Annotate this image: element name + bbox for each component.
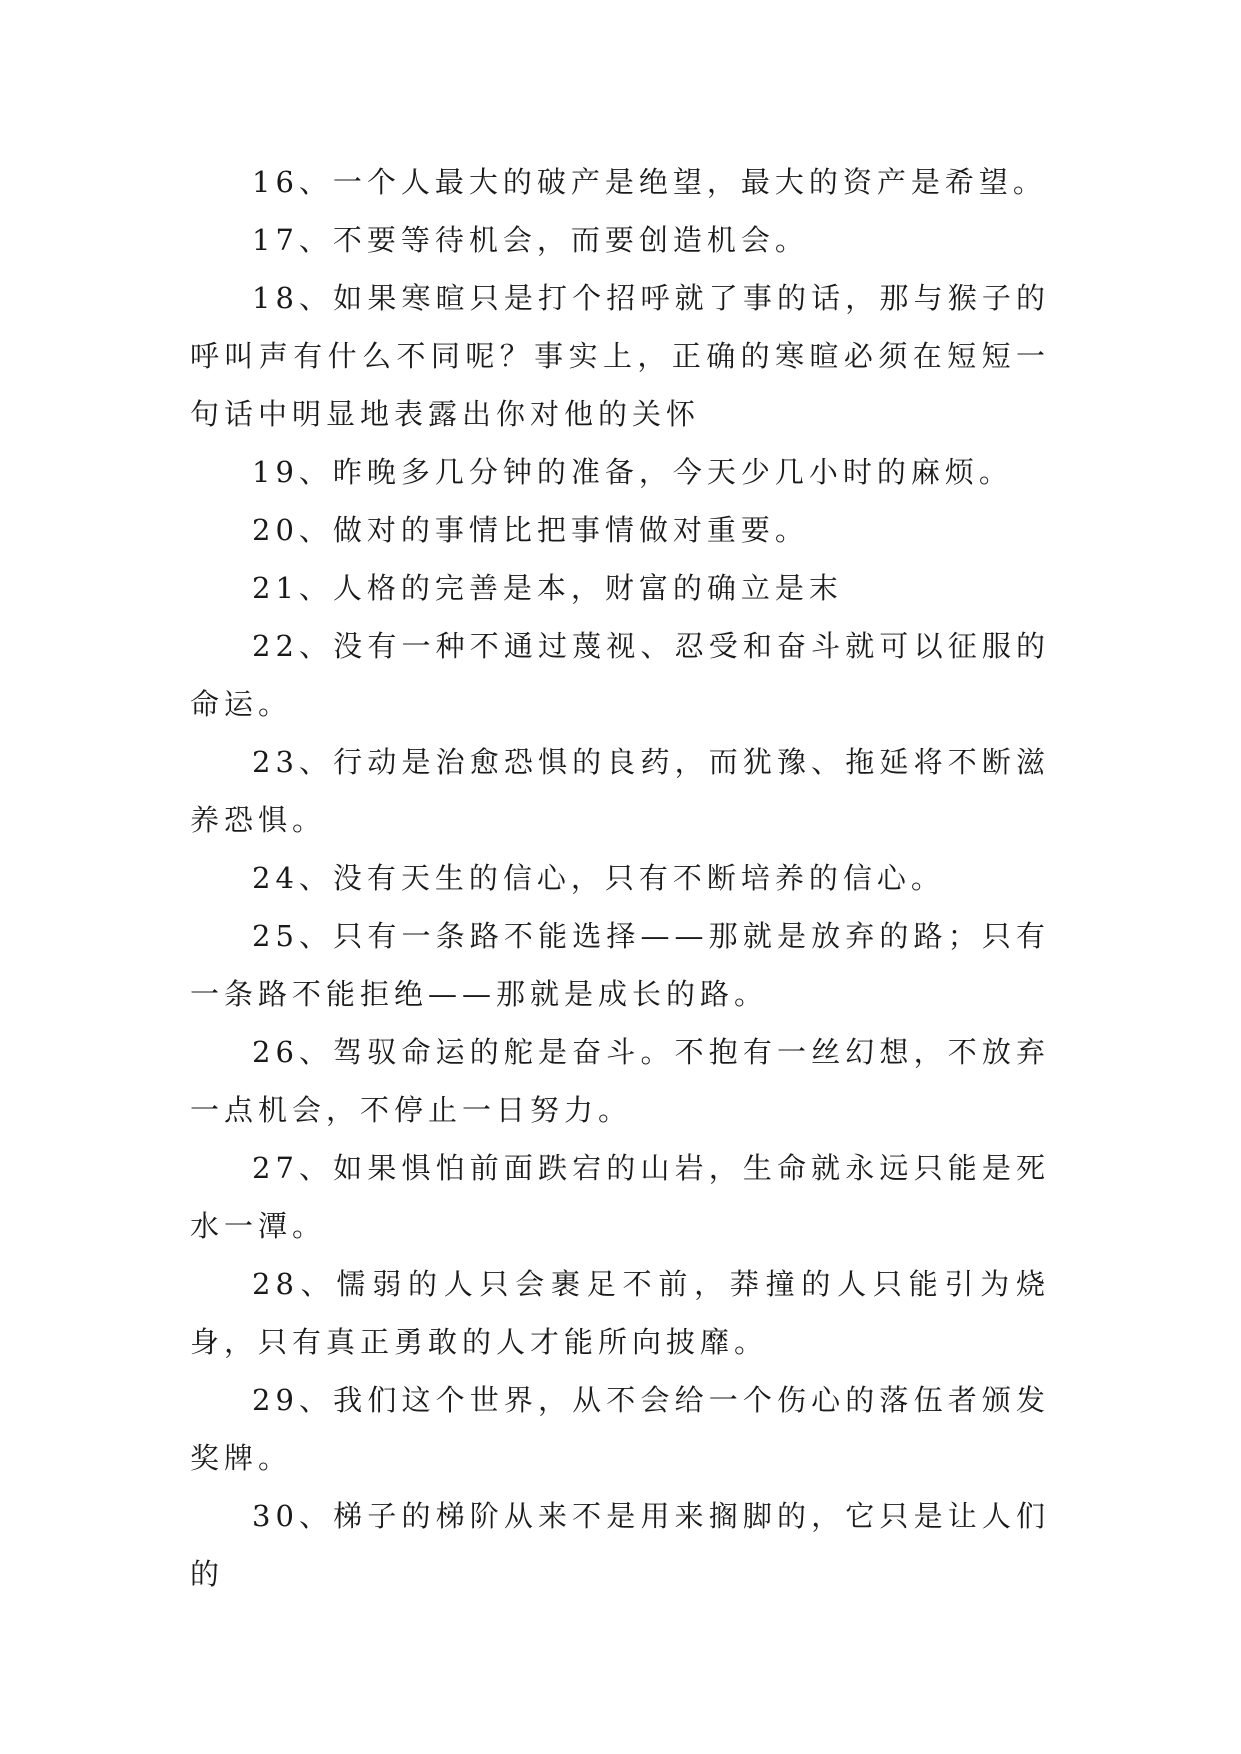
- quote-paragraph-18: 18、如果寒暄只是打个招呼就了事的话，那与猴子的呼叫声有什么不同呢？事实上，正确的寒暄必须在短短一句话中明显地表露出你对他的关怀: [190, 281, 1050, 431]
- quote-paragraph-21: 21、人格的完善是本，财富的确立是末: [252, 571, 843, 605]
- document-body: [190, 153, 1050, 1603]
- quote-paragraph-28: 28、懦弱的人只会裹足不前，莽撞的人只能引为烧身，只有真正勇敢的人才能所向披靡。: [190, 1267, 1050, 1359]
- quote-paragraph-30: 30、梯子的梯阶从来不是用来搁脚的，它只是让人们的: [190, 1499, 1050, 1591]
- quote-paragraph-27: 27、如果惧怕前面跌宕的山岩，生命就永远只能是死水一潭。: [190, 1151, 1050, 1243]
- quote-paragraph-23: 23、行动是治愈恐惧的良药，而犹豫、拖延将不断滋养恐惧。: [190, 745, 1050, 837]
- quote-paragraph-26: 26、驾驭命运的舵是奋斗。不抱有一丝幻想，不放弃一点机会，不停止一日努力。: [190, 1035, 1050, 1127]
- quote-paragraph-24: 24、没有天生的信心，只有不断培养的信心。: [252, 861, 945, 895]
- quote-paragraph-16: 16、一个人最大的破产是绝望，最大的资产是希望。: [252, 165, 1047, 199]
- quote-paragraph-17: 17、不要等待机会，而要创造机会。: [252, 223, 809, 257]
- quote-paragraph-22: 22、没有一种不通过蔑视、忍受和奋斗就可以征服的命运。: [190, 629, 1050, 721]
- quote-paragraph-25: 25、只有一条路不能选择——那就是放弃的路；只有一条路不能拒绝——那就是成长的路。: [190, 919, 1050, 1011]
- quote-paragraph-29: 29、我们这个世界，从不会给一个伤心的落伍者颁发奖牌。: [190, 1383, 1050, 1475]
- quote-paragraph-19: 19、昨晚多几分钟的准备，今天少几小时的麻烦。: [252, 455, 1013, 489]
- quote-paragraph-20: 20、做对的事情比把事情做对重要。: [252, 513, 809, 547]
